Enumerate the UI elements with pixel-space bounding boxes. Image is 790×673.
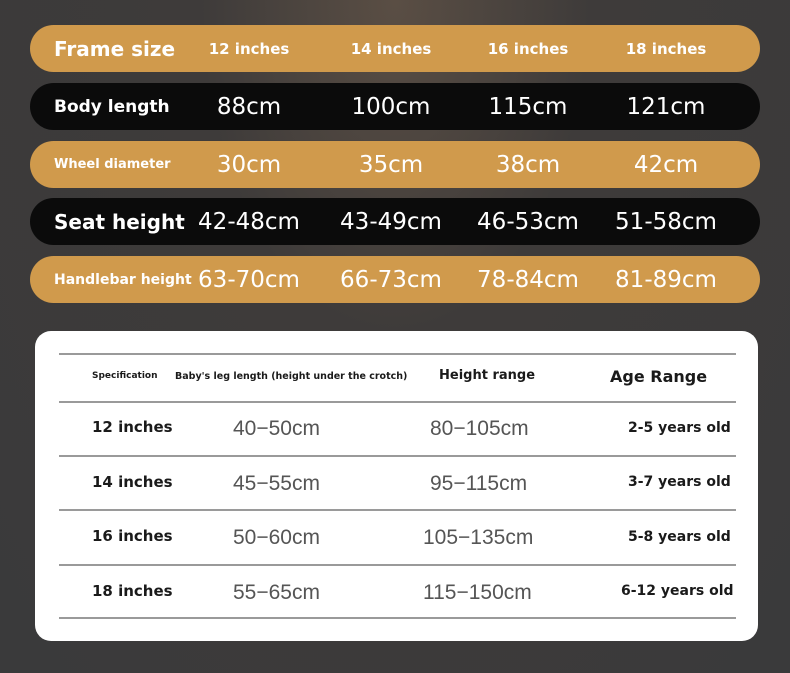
body-length-18: 121cm bbox=[626, 93, 706, 120]
wheel-diameter-16: 38cm bbox=[495, 151, 561, 178]
row-rule-2 bbox=[59, 509, 736, 511]
body-length-12: 88cm bbox=[216, 93, 282, 120]
handlebar-height-14: 66-73cm bbox=[340, 266, 442, 293]
frame-size-18: 18 inches bbox=[625, 39, 707, 58]
wheel-diameter-12: 30cm bbox=[216, 151, 282, 178]
row-12-spec: 12 inches bbox=[92, 418, 173, 436]
row-14-age-range: 3-7 years old bbox=[628, 474, 731, 490]
handlebar-height-12: 63-70cm bbox=[198, 266, 300, 293]
seat-height-18: 51-58cm bbox=[615, 208, 717, 235]
size-row-wheel-diameter bbox=[30, 141, 760, 188]
row-label-wheel-diameter: Wheel diameter bbox=[54, 157, 171, 172]
frame-size-16: 16 inches bbox=[487, 39, 569, 58]
wheel-diameter-18: 42cm bbox=[633, 151, 699, 178]
body-length-14: 100cm bbox=[351, 93, 431, 120]
frame-size-12: 12 inches bbox=[208, 39, 290, 58]
seat-height-12: 42-48cm bbox=[198, 208, 300, 235]
header-age-range: Age Range bbox=[610, 367, 708, 386]
row-16-age-range: 5-8 years old bbox=[628, 529, 731, 545]
size-row-handlebar-height bbox=[30, 256, 760, 303]
body-length-16: 115cm bbox=[488, 93, 568, 120]
seat-height-14: 43-49cm bbox=[340, 208, 442, 235]
row-label-seat-height: Seat height bbox=[54, 209, 185, 234]
row-14-spec: 14 inches bbox=[92, 473, 173, 491]
seat-height-16: 46-53cm bbox=[477, 208, 579, 235]
row-16-spec: 16 inches bbox=[92, 527, 173, 545]
size-row-frame-size bbox=[30, 25, 760, 72]
row-18-height-range: 115−150cm bbox=[423, 581, 532, 604]
row-label-body-length: Body length bbox=[54, 96, 170, 117]
header-specification: Specification bbox=[92, 371, 158, 381]
row-18-leg-length: 55−65cm bbox=[233, 581, 320, 604]
header-leg-length: Baby's leg length (height under the crotch) bbox=[175, 371, 408, 382]
row-16-height-range: 105−135cm bbox=[423, 526, 534, 549]
table-bottom-rule bbox=[59, 617, 736, 619]
header-rule bbox=[59, 401, 736, 403]
age-range-table bbox=[35, 331, 758, 641]
row-16-leg-length: 50−60cm bbox=[233, 526, 320, 549]
row-18-age-range: 6-12 years old bbox=[621, 583, 734, 599]
row-18-spec: 18 inches bbox=[92, 582, 173, 600]
frame-size-14: 14 inches bbox=[350, 39, 432, 58]
row-rule-3 bbox=[59, 564, 736, 566]
row-12-age-range: 2-5 years old bbox=[628, 420, 731, 436]
row-label-handlebar-height: Handlebar height bbox=[54, 271, 192, 288]
row-14-height-range: 95−115cm bbox=[430, 472, 528, 495]
size-row-seat-height bbox=[30, 198, 760, 245]
header-height-range: Height range bbox=[439, 368, 536, 383]
row-12-leg-length: 40−50cm bbox=[233, 417, 320, 440]
handlebar-height-16: 78-84cm bbox=[477, 266, 579, 293]
handlebar-height-18: 81-89cm bbox=[615, 266, 717, 293]
row-rule-1 bbox=[59, 455, 736, 457]
table-top-rule bbox=[59, 353, 736, 355]
row-14-leg-length: 45−55cm bbox=[233, 472, 320, 495]
row-12-height-range: 80−105cm bbox=[430, 417, 529, 440]
size-row-body-length bbox=[30, 83, 760, 130]
wheel-diameter-14: 35cm bbox=[358, 151, 424, 178]
row-label-frame-size: Frame size bbox=[54, 36, 176, 61]
